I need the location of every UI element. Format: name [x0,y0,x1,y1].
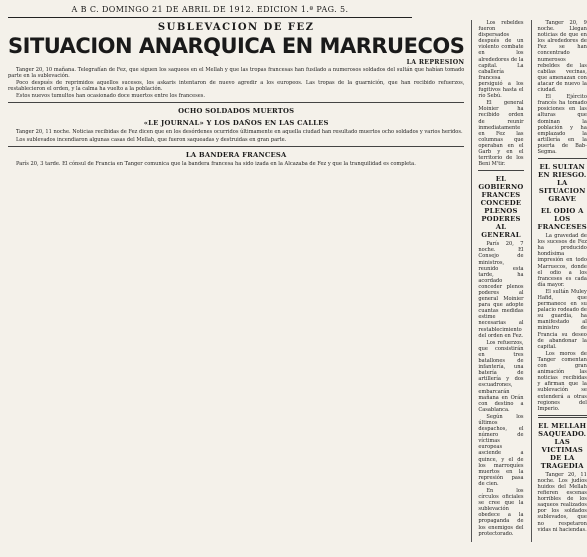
section-heading-sultan: EL SULTAN EN RIESGO. LA SITUACION GRAVE [538,163,587,204]
paragraph: La gravedad de los sucesos de Fez ha producido hondísima impresión en todo Marruecos, donde el odio a los franceses es cada día mayor. [537,233,587,288]
paragraph: París 20, 7 noche. El Consejo de ministros, reunido esta tarde, ha acordado conceder plenos poderes al general Moinier para que adopte cuantas medidas estime necesarias al restablecimiento del orden en Fez. [478,241,524,339]
paragraph: El general Moinier ha recibido orden de reunir inmediatamente en Fez las columnas que operaban en el Garb y en el territorio de los Beni M'tir. [478,100,524,168]
paragraph: Los moros de Tanger comentan con gran animación las noticias recibidas y afirman que la sublevación se extenderá a otras regiones del Imperio. [537,350,587,412]
paragraph: Poco después de reprimidos aquellos sucesos, los askaris intentaron de nuevo agredir a los europeos. Las tropas de la guarnición, que han recibido refuerzos, restablecieron el orden, y la calma ha vuelto a la población. [8,80,465,93]
section-heading-bandera: LA BANDERA FRANCESA [185,150,287,159]
paragraph: El Ejército francés ha tomado posiciones en las alturas que dominan la población y ha emplazado la artillería en la puerta de Bab-Segma. [537,94,587,155]
section-heading-journal: «LE JOURNAL» Y LOS DAÑOS EN LAS CALLES [143,119,329,128]
column-2 [471,20,523,542]
paragraph: En los círculos oficiales se cree que la sublevación obedece a la propaganda de los enemigos del protectorado. [478,488,524,537]
paragraph: Según los últimos despachos, el número de víctimas europeas asciende a quince, y el de los marroquíes muertos en la represión pasa de cien. [478,413,524,487]
paragraph: París 20, 3 tarde. El cónsul de Francia en Tanger comunica que la bandera francesa ha sido izada en la Alcazaba de Fez y que la tranquilidad es completa. [16,160,416,167]
paragraph: Tanger 20, 11 noche. Noticias recibidas de Fez dicen que en los desórdenes ocurridos últimamente en aquella ciudad han resultado muertos ocho soldados y varios heridos. [16,129,463,136]
paragraph: Tanger 20, 11 noche. Los judíos huidos del Mellah refieren escenas horribles de los saqueos realizados por los soldados sublevados, que no respetaron vidas ni haciendas. [537,471,587,533]
subhead-represion: LA REPRESION [406,59,465,66]
header-rule [8,17,412,18]
article-headline: SITUACION ANARQUICA EN MARRUECOS [8,34,465,58]
section-heading-odio: EL ODIO A LOS FRANCESES [537,207,587,232]
paragraph: Estos nuevos tumultos han ocasionado doce muertos entre los franceses. [16,93,206,100]
section-divider [478,170,523,171]
section-divider [538,158,587,159]
section-divider [8,146,464,147]
section-heading-soldados: OCHO SOLDADOS MUERTOS [178,107,295,116]
running-head: A B C. DOMINGO 21 DE ABRIL DE 1912. EDICION 1.ª PAG. 5. [71,5,349,14]
article-kicker: SUBLEVACION DE FEZ [157,22,315,33]
paragraph: Los sublevados incendiaron algunas casas del Mellah, que fueron saqueadas y destruidas en gran parte. [16,136,287,143]
column-1 [8,20,464,542]
column-3 [531,20,587,542]
section-heading-mellah: EL MELLAH SAQUEADO. LAS VICTIMAS DE LA TRAGEDIA [538,421,587,470]
paragraph: Los refuerzos, que consistirán en tres batallones de infantería, una batería de artillería y dos escuadrones, embarcarán mañana en Orán con destino a Casablanca. [478,339,524,413]
section-heading-gobierno: EL GOBIERNO FRANCES CONCEDE PLENOS PODERES AL GENERAL [478,175,524,240]
paragraph: El sultán Muley Hafid, que permanece en su palacio rodeado de su guardia, ha manifestado al ministro de Francia su deseo de abandonar la capital. [537,288,587,350]
paragraph: Tanger 20, 10 mañana. Telegrafían de Fez, que siguen los saqueos en el Mellah y que las tropas francesas han fusilado a numerosos soldados del sultán que habían tomado parte en la sublevación. [8,67,465,80]
section-divider [538,415,587,418]
section-divider [8,102,464,103]
paragraph: Los rebeldes fueron dispersados después de un violento combate en los alrededores de la capital. La caballería francesa persiguió a los fugitivos hasta el río Sebú. [478,20,524,100]
columns [8,20,587,542]
paragraph: Tanger 20, 9 noche. Llegan noticias de que en los alrededores de Fez se han concentrado numerosos rebeldes de las cabilas vecinas, que amenazan con atacar de nuevo la ciudad. [537,20,587,94]
